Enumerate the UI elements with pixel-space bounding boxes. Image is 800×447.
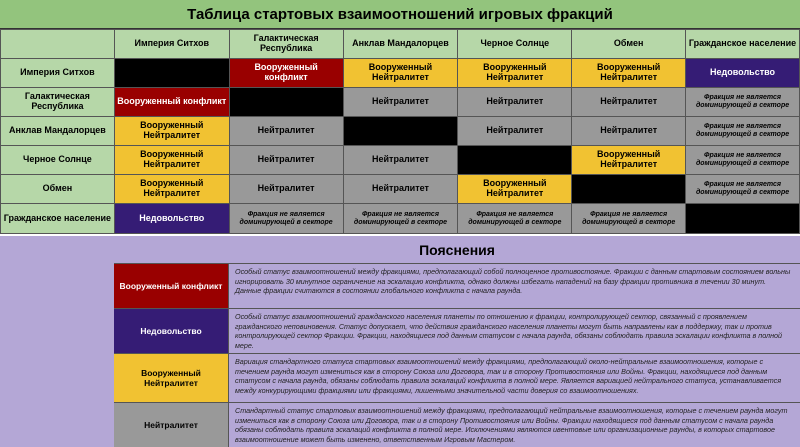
relation-label: Фракция не является доминирующей в секторе xyxy=(695,123,790,138)
legend-status-tag: Нейтралитет xyxy=(114,403,229,447)
relation-cell-neutral xyxy=(458,59,572,88)
relation-label: Фракция не является доминирующей в секторе xyxy=(582,210,676,226)
row-header: Обмен xyxy=(1,175,115,204)
relation-cell-nondom xyxy=(572,204,686,234)
relation-label: Фракция не является доминирующей в секторе xyxy=(239,210,333,226)
relation-label: Вооруженный Нейтралитет xyxy=(140,149,204,169)
legend-heading: Пояснения xyxy=(114,236,800,264)
matrix-row xyxy=(1,117,800,146)
row-header: Черное Солнце xyxy=(1,146,115,175)
relation-cell-nondom xyxy=(686,146,800,175)
relation-label: Фракция не является доминирующей в секторе xyxy=(468,210,562,226)
matrix-row xyxy=(1,88,800,117)
relation-cell-nondom xyxy=(686,117,800,146)
relation-label: Вооруженный Нейтралитет xyxy=(368,62,433,82)
relation-label: Нейтралитет xyxy=(600,96,658,107)
relation-label: Вооруженный Нейтралитет xyxy=(483,178,547,198)
relation-label: Нейтралитет xyxy=(257,154,315,165)
relation-cell-plain xyxy=(343,175,458,204)
relation-label: Недовольство xyxy=(710,67,776,78)
relation-cell-plain xyxy=(229,117,343,146)
row-header: Галактическая Республика xyxy=(1,88,115,117)
legend-status-tag: Вооруженный конфликт xyxy=(114,264,229,308)
relation-cell-plain xyxy=(458,88,572,117)
relation-cell-discontent xyxy=(686,59,800,88)
relation-label: Нейтралитет xyxy=(600,125,658,136)
column-header: Галактическая Республика xyxy=(229,30,343,59)
relation-label: Нейтралитет xyxy=(257,183,315,194)
relation-cell-conflict xyxy=(114,88,229,117)
relation-cell-plain xyxy=(229,146,343,175)
relation-label: Вооруженный Нейтралитет xyxy=(140,178,204,198)
legend-description: Стандартный статус стартовых взаимоотношений между фракциями, предполагающий нейтральные взаимоотношения, которые с течением раунда могут измениться как в сторону Союза или Договора, так и в сторону Противостояния или Войны. Фракции находящиеся под данным статусом с начала раунда обязаны соблюдать правила эскалаций конфликта в полной мере. Исключениями являются ивентовые или организационные раунды, в которых стартовое взаимоотношение может быть изменено, ответственным Игровым Мастером. xyxy=(229,403,800,447)
legend-status-tag: Вооруженный Нейтралитет xyxy=(114,354,229,402)
relation-label: Нейтралитет xyxy=(486,125,544,136)
legend-description: Вариация стандартного статуса стартовых взаимоотношений между фракциями, предполагающий около-нейтральные взаимоотношения, которые с течением раунда могут измениться как в сторону Союза или Договора, так и в сторону Противостояния или Войны. Фракции, находящиеся под данным статусом с начала раунда, обязаны соблюдать правила эскалаций конфликта в полной мере. Является вариацией нейтрального статуса, устанавливается между конкурирующими фракциями или фракциями, лишенными значительной части доверия со взаимоотношениях. xyxy=(229,354,800,402)
relation-cell-plain xyxy=(458,117,572,146)
legend-left-margin xyxy=(0,236,114,447)
row-header: Империя Ситхов xyxy=(1,59,115,88)
relation-cell-neutral xyxy=(114,175,229,204)
relation-cell-self xyxy=(229,88,343,117)
relation-cell-self xyxy=(458,146,572,175)
relation-label: Нейтралитет xyxy=(372,96,429,107)
relation-cell-neutral xyxy=(114,117,229,146)
relation-cell-nondom xyxy=(686,88,800,117)
relation-label: Фракция не является доминирующей в секторе xyxy=(695,152,790,167)
relation-cell-plain xyxy=(343,88,458,117)
column-header: Гражданское население xyxy=(686,30,800,59)
relation-cell-neutral xyxy=(343,59,458,88)
relation-label: Нейтралитет xyxy=(257,125,315,136)
relation-label: Вооруженный конфликт xyxy=(254,62,318,82)
relation-cell-plain xyxy=(572,88,686,117)
relation-label: Вооруженный Нейтралитет xyxy=(596,149,661,169)
legend-description: Особый статус взаимоотношений между фракциями, предполагающий собой полноценное противостояние. Фракции с данным стартовым состоянием вольны игнорировать 30 минутное ограничение на эскалацию конфликта, однако должны избегать нападений на базу фракции противника в течении 30 минут. Данные фракции считаются в состоянии глобального конфликта с начала раунда. xyxy=(229,264,800,308)
legend-item xyxy=(114,354,800,403)
relation-label: Вооруженный конфликт xyxy=(117,96,227,107)
relation-cell-neutral xyxy=(572,146,686,175)
legend-item xyxy=(114,309,800,354)
relation-cell-neutral xyxy=(458,175,572,204)
relation-cell-nondom xyxy=(343,204,458,234)
relation-cell-plain xyxy=(343,146,458,175)
relation-cell-nondom xyxy=(229,204,343,234)
legend-description: Особый статус взаимоотношений гражданского населения планеты по отношению к фракции, контролирующей сектор, связанный с проявлением гражданского неповиновения. Статус допускает, что действия гражданского населения планеты могут быть направлены как в поддержку, так и против контролирующей сектор Фракции. Фракции, находящиеся под данным статусом с начала раунда, обязаны соблюдать правила эскалации конфликта в полной мере. xyxy=(229,309,800,353)
relation-label: Нейтралитет xyxy=(372,183,429,194)
matrix-row xyxy=(1,204,800,234)
matrix-row xyxy=(1,59,800,88)
corner-cell xyxy=(1,30,115,59)
page-title: Таблица стартовых взаимоотношений игровых фракций xyxy=(0,0,800,29)
relation-cell-conflict xyxy=(229,59,343,88)
legend-item xyxy=(114,403,800,447)
relation-cell-neutral xyxy=(114,146,229,175)
column-header: Империя Ситхов xyxy=(114,30,229,59)
relation-cell-self xyxy=(686,204,800,234)
column-header: Обмен xyxy=(572,30,686,59)
relation-cell-discontent xyxy=(114,204,229,234)
relation-cell-neutral xyxy=(572,59,686,88)
relation-cell-nondom xyxy=(686,175,800,204)
relation-cell-self xyxy=(572,175,686,204)
relation-label: Нейтралитет xyxy=(372,154,429,165)
relation-label: Недовольство xyxy=(139,212,205,223)
matrix-row xyxy=(1,175,800,204)
relation-cell-nondom xyxy=(458,204,572,234)
relation-cell-self xyxy=(114,59,229,88)
row-header: Анклав Мандалорцев xyxy=(1,117,115,146)
relations-matrix xyxy=(0,29,800,234)
relation-label: Вооруженный Нейтралитет xyxy=(140,120,204,140)
legend-item xyxy=(114,264,800,309)
legend-status-tag: Недовольство xyxy=(114,309,229,353)
column-header: Черное Солнце xyxy=(458,30,572,59)
relation-cell-self xyxy=(343,117,458,146)
relation-cell-plain xyxy=(229,175,343,204)
relation-label: Вооруженный Нейтралитет xyxy=(483,62,547,82)
relation-label: Фракция не является доминирующей в секторе xyxy=(695,94,790,109)
header-row xyxy=(1,30,800,59)
relation-label: Вооруженный Нейтралитет xyxy=(596,62,661,82)
relation-label: Фракция не является доминирующей в секторе xyxy=(353,210,448,226)
matrix-row xyxy=(1,146,800,175)
column-header: Анклав Мандалорцев xyxy=(343,30,458,59)
relation-label: Фракция не является доминирующей в секторе xyxy=(695,181,790,196)
relation-cell-plain xyxy=(572,117,686,146)
relation-label: Нейтралитет xyxy=(486,96,544,107)
row-header: Гражданское население xyxy=(1,204,115,234)
